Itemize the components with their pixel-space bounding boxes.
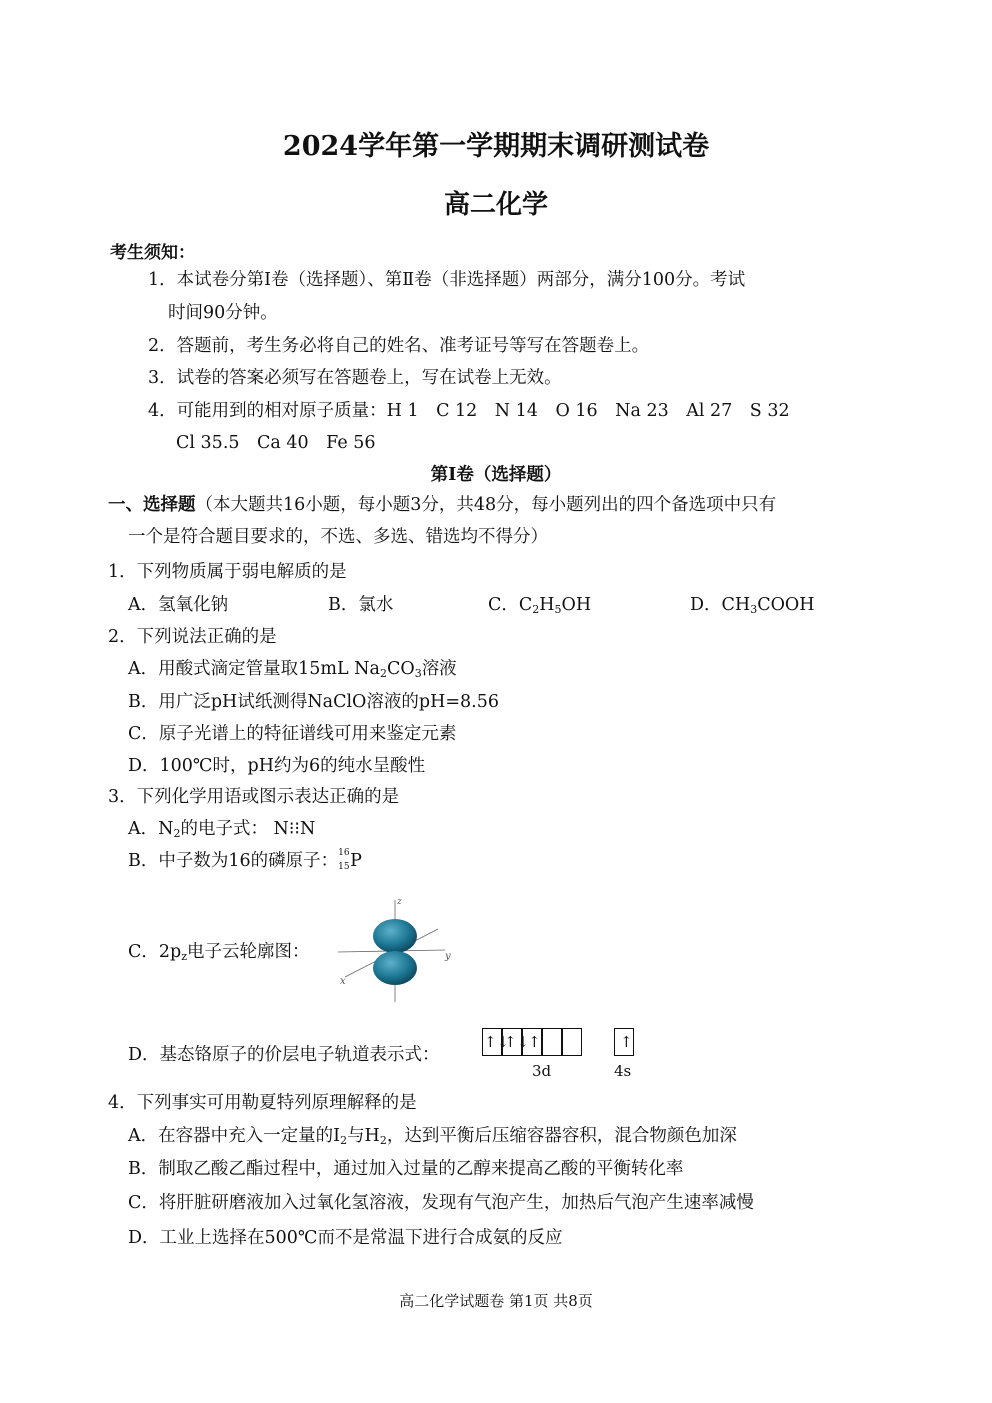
notice-item-4: 4．可能用到的相对原子质量：H 1 C 12 N 14 O 16 Na 23 Al 27 S 32: [148, 401, 790, 421]
n2-electron-formula: N⁝⁝N: [273, 819, 316, 839]
label-4s: 4s: [614, 1062, 632, 1080]
q1-option-d: D．$CH_3COOH$: [690, 595, 815, 616]
notice-item-1: 1．本试卷分第Ⅰ卷（选择题）、第Ⅱ卷（非选择题）两部分，满分100分。考试: [148, 270, 746, 290]
upper-lobe: [373, 919, 417, 953]
q1-option-c: C．$C_2H_5OH$: [488, 595, 592, 616]
lower-lobe: [373, 951, 417, 985]
pz-orbital-diagram: [330, 892, 460, 1007]
section-heading-text: （本大题共16小题，每小题3分，共48分，每小题列出的四个备选项中只有: [195, 495, 777, 515]
q2-stem: 2．下列说法正确的是: [108, 627, 277, 647]
q2-option-d: D．100℃时，pH约为6的纯水呈酸性: [128, 756, 426, 776]
notice-heading: 考生须知：: [110, 243, 195, 263]
q3-stem: 3．下列化学用语或图示表达正确的是: [108, 787, 400, 807]
q4-option-b: B．制取乙酸乙酯过程中，通过加入过量的乙醇来提高乙酸的平衡转化率: [128, 1159, 684, 1179]
q1-stem: 1．下列物质属于弱电解质的是: [108, 562, 347, 582]
orbital-box-3d-5: [562, 1028, 582, 1056]
exam-title: 2024学年第一学期期末调研测试卷: [282, 131, 710, 162]
orbital-box-3d-2: ↑↓: [502, 1028, 522, 1056]
axis-label-x: x: [340, 976, 346, 987]
q3-option-a: A．$N_2$的电子式： N⁝⁝N: [128, 819, 316, 840]
q3-option-d: D．基态铬原子的价层电子轨道表示式：: [128, 1045, 440, 1065]
section-instructions-cont: 一个是符合题目要求的，不选、多选、错选均不得分）: [128, 527, 548, 547]
q4-stem: 4．下列事实可用勒夏特列原理解释的是: [108, 1093, 417, 1113]
q4-option-d: D．工业上选择在500℃而不是常温下进行合成氨的反应: [128, 1228, 563, 1248]
notice-item-2: 2．答题前，考生务必将自己的姓名、准考证号等写在答题卷上。: [148, 336, 650, 356]
q2-option-b: B．用广泛pH试纸测得NaClO溶液的pH=8.56: [128, 692, 499, 712]
axis-label-z: z: [397, 897, 402, 907]
label-3d: 3d: [532, 1062, 552, 1080]
nuclide-notation: 16 15: [338, 847, 350, 872]
orbital-box-3d-1: ↑↓: [482, 1028, 502, 1056]
q3-option-c: C．$2p_z$电子云轮廓图：: [128, 942, 310, 963]
section-title: 第Ⅰ卷（选择题）: [430, 465, 562, 485]
notice-item-3: 3．试卷的答案必须写在答题卷上，写在试卷上无效。: [148, 368, 562, 388]
section-instructions: [108, 493, 776, 517]
exam-subtitle: 高二化学: [443, 190, 548, 220]
q4-option-a: A．在容器中充入一定量的$I_2$与$H_2$，达到平衡后压缩容器容积，混合物颜色加深: [128, 1126, 737, 1147]
q2-option-c: C．原子光谱上的特征谱线可用来鉴定元素: [128, 724, 457, 744]
notice-item-1-cont: 时间90分钟。: [168, 303, 278, 323]
orbital-box-3d-4: [542, 1028, 562, 1056]
q3-option-b: B．中子数为16的磷原子： 16 15 P: [128, 847, 362, 872]
q4-option-c: C．将肝脏研磨液加入过氧化氢溶液，发现有气泡产生，加热后气泡产生速率减慢: [128, 1193, 754, 1213]
page-footer: 高二化学试题卷 第1页 共8页: [399, 1292, 593, 1310]
q1-option-b: B．氯水: [328, 595, 394, 615]
q1-option-a: A．氢氧化钠: [128, 595, 229, 615]
section-heading: 一、选择题: [108, 495, 196, 515]
q2-option-a: A．用酸式滴定管量取15mL $Na_2CO_3$溶液: [128, 659, 457, 680]
axis-label-y: y: [445, 951, 451, 962]
orbital-box-4s: ↑: [614, 1028, 634, 1056]
notice-item-4-cont: Cl 35.5 Ca 40 Fe 56: [176, 433, 376, 453]
orbital-box-3d-3: ↑: [522, 1028, 542, 1056]
